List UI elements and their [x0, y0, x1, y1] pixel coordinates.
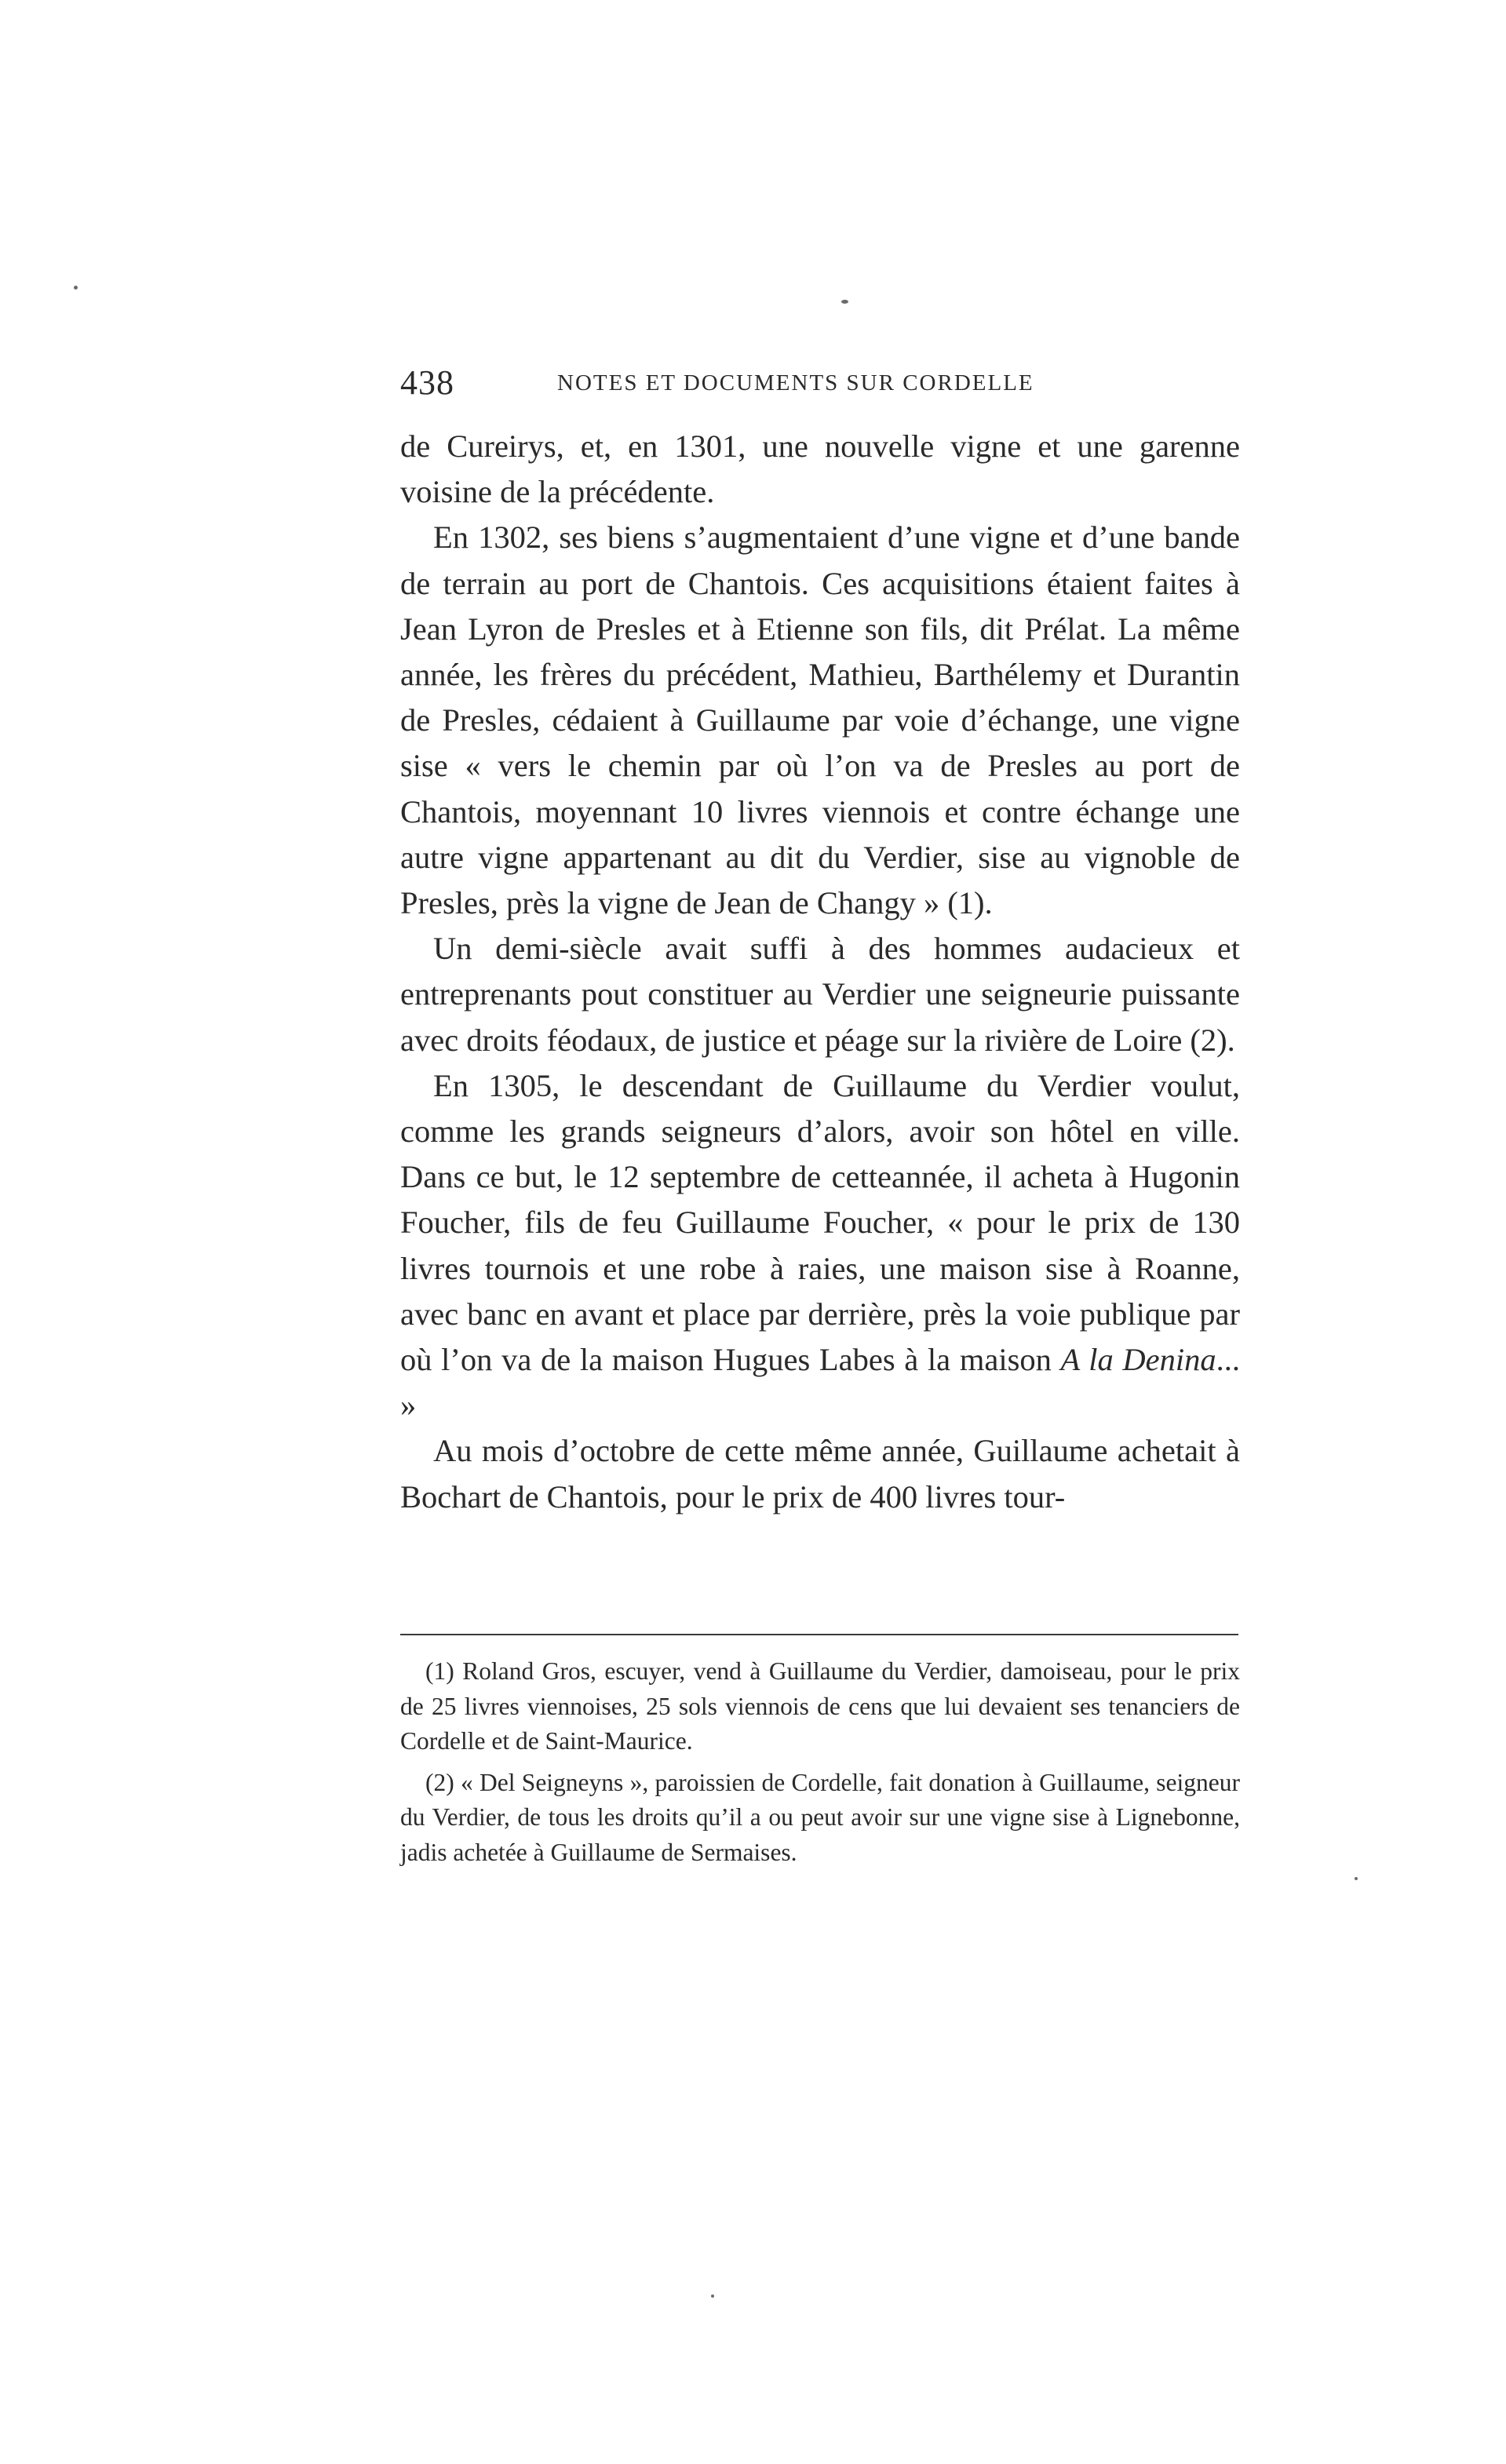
- page-number: 438: [400, 363, 454, 402]
- scan-speck: [711, 2295, 714, 2298]
- paragraph: En 1302, ses biens s’augmentaient d’une vigne et d’une bande de terrain au port de Chantois. Ces acquisitions étaient faites à Jean Lyron de Presles et à Etienne son fils, dit Prélat. La même année, les frères du précédent, Mathieu, Barthélemy et Durantin de Presles, cédaient à Guillaume par voie d’échange, une vigne sise « vers le chemin par où l’on va de Presles au port de Chantois, moyennant 10 livres viennois et contre échange une autre vigne appartenant au dit du Verdier, sise au vignoble de Presles, près la vigne de Jean de Changy » (1).: [400, 519, 1240, 921]
- footnote-rule: [400, 1634, 1238, 1635]
- paragraph: [400, 1063, 1240, 1429]
- footnote-2: (2) « Del Seigneyns », paroissien de Cordelle, fait donation à Guillaume, seigneur du Verdier, de tous les droits qu’il a ou peut avoir sur une vigne sise à Lignebonne, jadis achetée à Guillaume de Sermaises.: [400, 1768, 1240, 1866]
- scan-speck: [74, 286, 78, 290]
- paragraph-text: En 1305, le descendant de Guillaume du Verdier voulut, comme les grands seigneurs d’alors, avoir son hôtel en ville. Dans ce but, le 12 septembre de cetteannée, il acheta à Hugonin Foucher, fils de feu Guillaume Foucher, « pour le prix de 130 livres tournois et une robe à raies, une maison sise à Roanne, avec banc en avant et place par derrière, près la voie publique par où l’on va de la maison Hugues Labes à la maison: [400, 1067, 1240, 1378]
- scan-speck: [841, 300, 848, 304]
- page-header: [400, 363, 1091, 410]
- paragraph-text-end: ... »: [400, 1342, 1240, 1423]
- running-title: NOTES ET DOCUMENTS SUR CORDELLE: [557, 370, 1034, 395]
- italic-house-name: A la Denina: [1060, 1342, 1216, 1378]
- paragraph: Un demi-siècle avait suffi à des hommes audacieux et entreprenants pout constituer au Verdier une seigneurie puissante avec droits féodaux, de justice et péage sur la rivière de Loire (2).: [400, 931, 1240, 1058]
- footnote-1: (1) Roland Gros, escuyer, vend à Guillaume du Verdier, damoiseau, pour le prix de 25 livres viennoises, 25 sols viennois de cens que lui devaient ses tenanciers de Cordelle et de Saint-Maurice.: [400, 1657, 1240, 1755]
- paragraph: de Cureirys, et, en 1301, une nouvelle vigne et une garenne voisine de la précédente.: [400, 428, 1240, 510]
- paragraph: Au mois d’octobre de cette même année, Guillaume achetait à Bochart de Chantois, pour le prix de 400 livres tour-: [400, 1433, 1240, 1514]
- scan-speck: [1355, 1877, 1358, 1880]
- body-text: [400, 424, 1240, 1520]
- footnotes: [400, 1654, 1240, 1876]
